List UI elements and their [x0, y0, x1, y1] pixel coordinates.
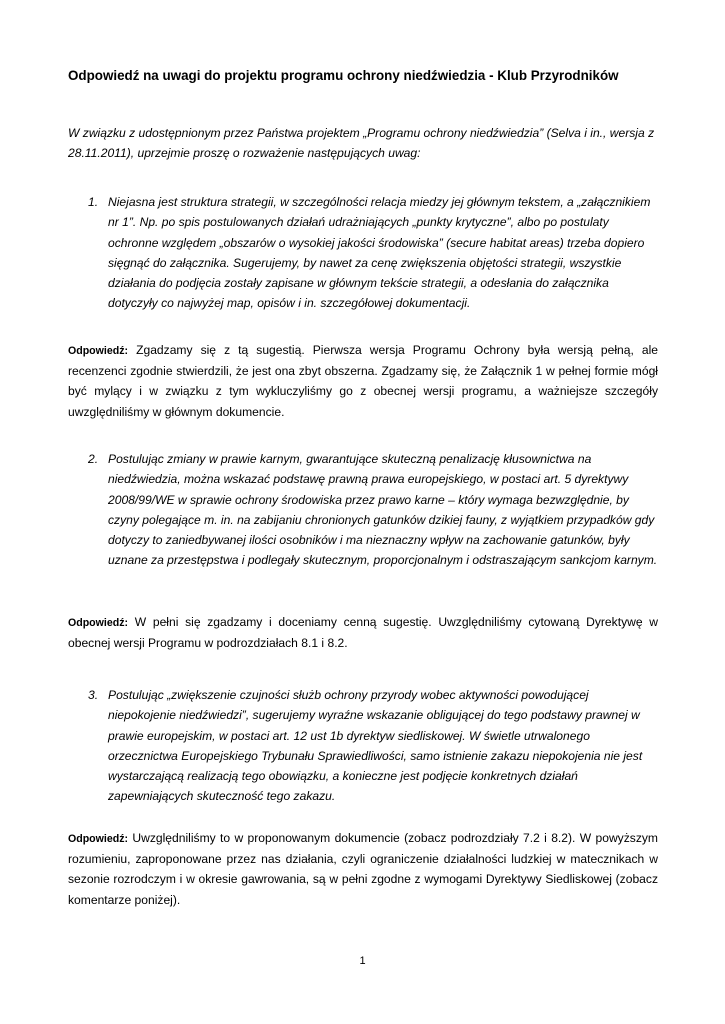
response-label: Odpowiedź:	[68, 345, 129, 357]
item-number: 1.	[88, 195, 99, 209]
item-text: Postulując zmiany w prawie karnym, gwarantujące skuteczną penalizację kłusownictwa na niedźwiedzia, można wskazać podstawę prawną prawa europejskiego, w postaci art. 5 dyrektywy 2008/99/WE w sprawie ochrony środowiska przez prawo karne – który wymaga bezwzględnie, by czyny polegające m. in. na zabijaniu chronionych gatunków dzikiej fauny, z wyjątkiem przypadków gdy dotyczy to zaniedbywanej ilości osobników i ma nieznaczny wpływ na zachowanie gatunków, były uznane za przestępstwa i podlegały skutecznym, proporcjonalnym i odstraszającym sankcjom karnym.	[108, 452, 658, 568]
list-item	[88, 192, 658, 314]
list-item	[88, 685, 658, 807]
item-text: Niejasna jest struktura strategii, w szczególności relacja miedzy jej głównym tekstem, a „załącznikiem nr 1”. Np. po spis postulowanych działań udrażniających „punkty krytyczne”, albo po postulaty ochronne względem „obszarów o wysokiej jakości środowiska” (secure habitat areas) trzeba dopiero sięgnąć do załącznika. Sugerujemy, by nawet za cenę zwiększenia objętości strategii, wszystkie działania do podjęcia zostały zapisane w głównym tekście strategii, a odesłania do załącznika dotyczyły co najwyżej map, opisów i in. szczegółowej dokumentacji.	[108, 195, 651, 311]
list-item	[88, 449, 658, 571]
response-label: Odpowiedź:	[68, 617, 129, 629]
response-text: Zgadzamy się z tą sugestią. Pierwsza wersja Programu Ochrony była wersją pełną, ale recenzenci zgodnie stwierdzili, że jest ona zbyt obszerna. Zgadzamy się, że Załącznik 1 w pełnej formie mógł być mylący i w związku z tym wykluczyliśmy go z obecnej wersji programu, a ważniejsze szczegóły uwzględniliśmy w głównym dokumencie.	[68, 343, 658, 419]
response-text: W pełni się zgadzamy i doceniamy cenną sugestię. Uwzględniliśmy cytowaną Dyrektywę w obecnej wersji Programu w podrozdziałach 8.1 i 8.2.	[68, 615, 658, 651]
page-number: 1	[359, 955, 366, 967]
intro-paragraph: W związku z udostępnionym przez Państwa projektem „Programu ochrony niedźwiedzia” (Selva i in., wersja z 28.11.2011), uprzejmie proszę o rozważenie następujących uwag:	[68, 126, 655, 160]
response-text: Uwzględniliśmy to w proponowanym dokumencie (zobacz podrozdziały 7.2 i 8.2). W powyższym rozumieniu, zaproponowane przez nas działania, czyli ograniczenie działalności ludzkiej w matecznikach w sezonie rozrodczym i w okresie gawrowania, są w pełni zgodne z wymogami Dyrektywy Siedliskowej (zobacz komentarze poniżej).	[68, 831, 658, 907]
response-paragraph	[68, 340, 658, 422]
response-paragraph	[68, 612, 658, 653]
item-number: 2.	[88, 452, 99, 466]
item-text: Postulując „zwiększenie czujności służb ochrony przyrody wobec aktywności powodującej niepokojenie niedźwiedzi”, sugerujemy wyraźne wskazanie obligującej do tego podstawy prawnej w prawie europejskim, w postaci art. 12 ust 1b dyrektyw siedliskowej. W świetle utrwalonego orzecznictwa Europejskiego Trybunału Sprawiedliwości, samo istnienie zakazu niepokojenia nie jest wystarczającą realizacją tego obowiązku, a konieczne jest podjęcie konkretnych działań zapewniających skuteczność tego zakazu.	[108, 688, 643, 804]
document-title: Odpowiedź na uwagi do projektu programu ochrony niedźwiedzia - Klub Przyrodników	[68, 68, 619, 83]
item-number: 3.	[88, 688, 99, 702]
response-paragraph	[68, 828, 658, 910]
response-label: Odpowiedź:	[68, 833, 129, 845]
